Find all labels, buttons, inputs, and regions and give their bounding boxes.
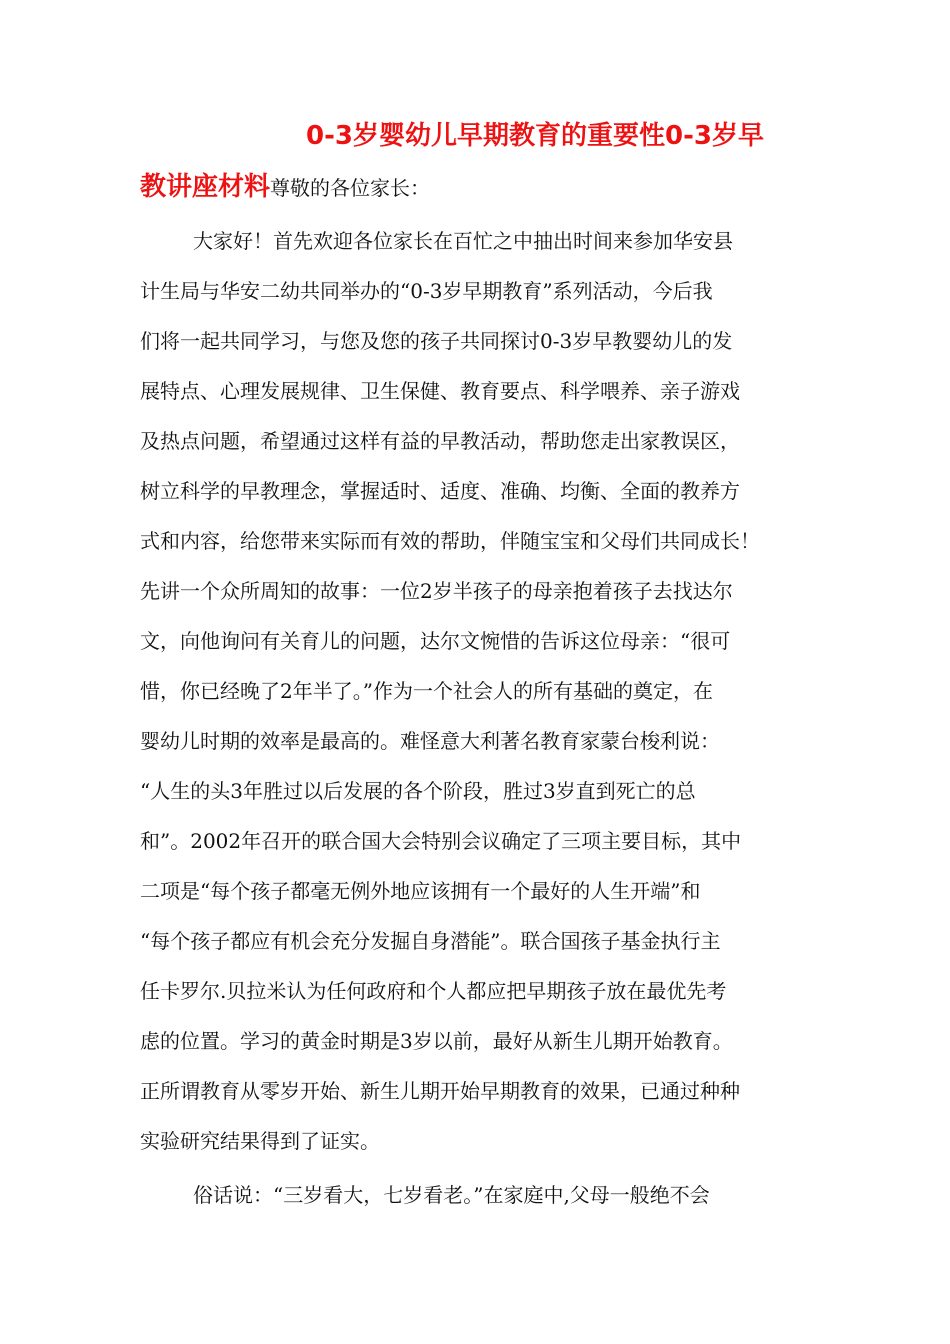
greeting: 尊敬的各位家长： bbox=[270, 176, 431, 200]
title-greeting-line bbox=[140, 172, 430, 203]
body-line: 大家好！首先欢迎各位家长在百忙之中抽出时间来参加华安县 bbox=[193, 229, 733, 253]
body-line: 展特点、心理发展规律、卫生保健、教育要点、科学喂养、亲子游戏 bbox=[140, 379, 740, 403]
body-line: 式和内容，给您带来实际而有效的帮助，伴随宝宝和父母们共同成长！ bbox=[140, 529, 760, 553]
body-line: 俗话说：“三岁看大，七岁看老。”在家庭中,父母一般绝不会 bbox=[193, 1183, 710, 1207]
body-line: 二项是“每个孩子都毫无例外地应该拥有一个最好的人生开端”和 bbox=[140, 879, 701, 903]
body-line: “每个孩子都应有机会充分发掘自身潜能”。联合国孩子基金执行主 bbox=[140, 929, 721, 953]
body-line: 正所谓教育从零岁开始、新生儿期开始早期教育的效果，已通过种种 bbox=[140, 1079, 740, 1103]
body-line: 计生局与华安二幼共同举办的“0-3岁早期教育”系列活动，今后我 bbox=[140, 279, 713, 303]
body-line: 们将一起共同学习，与您及您的孩子共同探讨0-3岁早教婴幼儿的发 bbox=[140, 329, 733, 353]
body-line: 任卡罗尔.贝拉米认为任何政府和个人都应把早期孩子放在最优先考 bbox=[140, 979, 727, 1003]
body-line: 虑的位置。学习的黄金时期是3岁以前，最好从新生儿期开始教育。 bbox=[140, 1029, 733, 1053]
title-line-2: 教讲座材料 bbox=[140, 172, 271, 202]
body-line: 文，向他询问有关育儿的问题，达尔文惋惜的告诉这位母亲：“很可 bbox=[140, 629, 731, 653]
body-line: “人生的头3年胜过以后发展的各个阶段，胜过3岁直到死亡的总 bbox=[140, 779, 696, 803]
title-line-1: 0-3岁婴幼儿早期教育的重要性0-3岁早 bbox=[306, 121, 764, 151]
body-line: 树立科学的早教理念，掌握适时、适度、准确、均衡、全面的教养方 bbox=[140, 479, 740, 503]
body-line: 实验研究结果得到了证实。 bbox=[140, 1129, 380, 1153]
body-line: 和”。2002年召开的联合国大会特别会议确定了三项主要目标，其中 bbox=[140, 829, 742, 853]
body-line: 及热点问题，希望通过这样有益的早教活动，帮助您走出家教误区， bbox=[140, 429, 740, 453]
body-line: 先讲一个众所周知的故事：一位2岁半孩子的母亲抱着孩子去找达尔 bbox=[140, 579, 733, 603]
body-line: 惜，你已经晚了2年半了。”作为一个社会人的所有基础的奠定，在 bbox=[140, 679, 713, 703]
body-line: 婴幼儿时期的效率是最高的。难怪意大利著名教育家蒙台梭利说： bbox=[140, 729, 720, 753]
